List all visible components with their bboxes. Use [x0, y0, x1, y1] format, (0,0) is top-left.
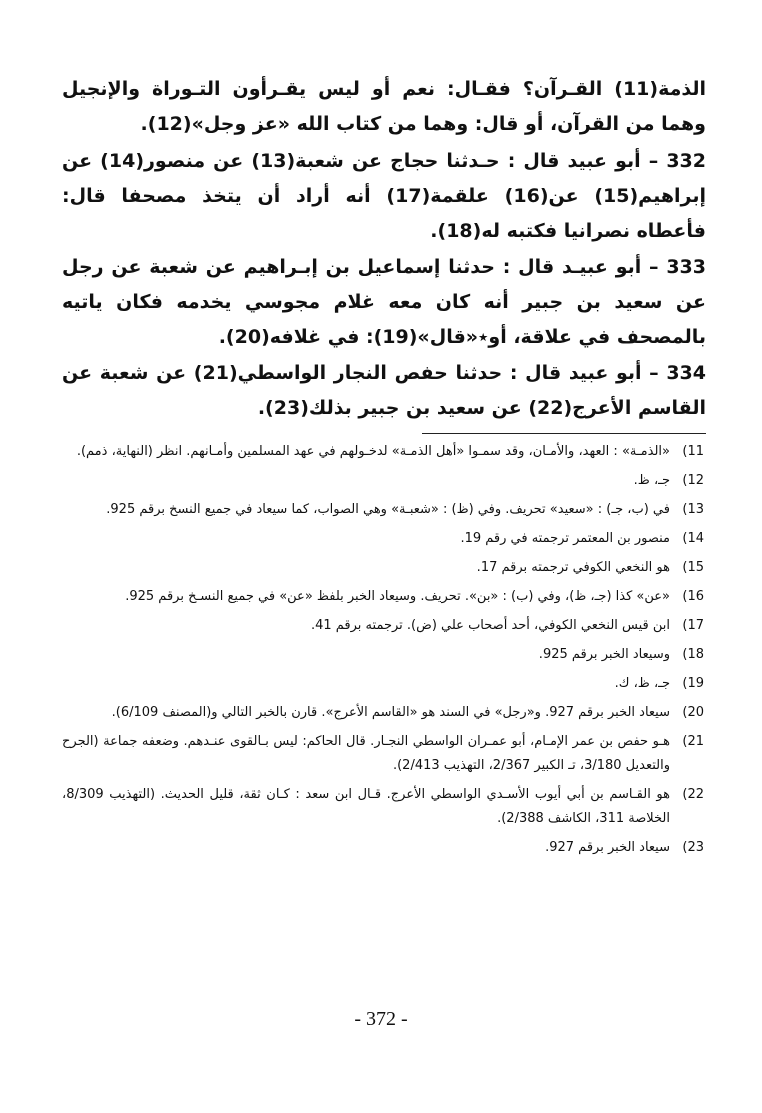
- paragraph-334: 334 – أبو عبيد قال : حدثنا حفص النجار الواسطي(21) عن شعبة عن القاسم الأعرج(22) عن سعيد بن جبير بذلك(23).: [62, 362, 706, 419]
- footnote-text: ابن قيس النخعي الكوفي، أحد أصحاب علي (ض). ترجمته برقم 41.: [310, 618, 670, 633]
- footnote-number: 21): [682, 734, 704, 749]
- footnote-number: 19): [682, 676, 704, 691]
- footnote-text: في (ب، جـ) : «سعيد» تحريف. وفي (ظ) : «شعبـة» وهي الصواب، كما سيعاد في جميع النسخ برقم 925.: [106, 502, 670, 517]
- paragraph-333: 333 – أبو عبيـد قال : حدثنا إسماعيل بن إبـراهيم عن شعبة عن رجل عن سعيد بن جبير أنه كان معه غلام مجوسي يخدمه فكان ياتيه بالمصحف في علاقة، أو٭«قال»(19): في غلافه(20).: [62, 256, 706, 348]
- footnote-20: [62, 701, 706, 725]
- footnote-text: جـ، ظ.: [633, 473, 670, 488]
- footnote-number: 14): [682, 531, 704, 546]
- footnote-21: [62, 730, 706, 778]
- paragraph-continuation: الذمة(11) القـرآن؟ فقـال: نعم أو ليس يقـرأون التـوراة والإنجيل وهما من القرآن، أو قال: وهما من كتاب الله «عز وجل»(12).: [62, 78, 706, 135]
- footnote-23: [62, 836, 706, 860]
- paragraph-332: 332 – أبو عبيد قال : حـدثنا حجاج عن شعبة(13) عن منصور(14) عن إبراهيم(15) عن(16) علقمة(17) أنه أراد أن يتخذ مصحفا قال: فأعطاه نصرانيا فكتبه له(18).: [62, 150, 706, 242]
- footnote-text: «عن» كذا (جـ، ظ)، وفي (ب) : «بن». تحريف. وسيعاد الخبر بلفظ «عن» في جميع النسـخ برقم 925.: [125, 589, 670, 604]
- footnote-14: [62, 527, 706, 551]
- footnote-number: 15): [682, 560, 704, 575]
- footnote-19: [62, 672, 706, 696]
- footnote-separator: [422, 433, 706, 434]
- footnote-number: 12): [682, 473, 704, 488]
- main-text: [62, 356, 706, 426]
- footnote-text: سيعاد الخبر برقم 927.: [545, 840, 670, 855]
- footnote-number: 17): [682, 618, 704, 633]
- footnote-text: «الذمـة» : العهد، والأمـان، وقد سمـوا «أهل الذمـة» لدخـولهم في عهد المسلمين وأمـانهم. انظر (النهاية، ذمم).: [76, 444, 670, 459]
- page-number: - 372 -: [354, 1008, 408, 1030]
- footnote-13: [62, 498, 706, 522]
- main-text: [62, 250, 706, 355]
- footnote-16: [62, 585, 706, 609]
- footnote-text: هو القـاسم بن أبي أيوب الأسـدي الواسطي الأعرج. قـال ابن سعد : كـان ثقة، قليل الحديث. (التهذيب 8/309، الخلاصة 311، الكاشف 2/388).: [62, 787, 670, 826]
- footnote-text: منصور بن المعتمر ترجمته في رقم 19.: [460, 531, 670, 546]
- main-text: [62, 72, 706, 142]
- footnote-text: سيعاد الخبر برقم 927. و«رجل» في السند هو «القاسم الأعرج». قارن بالخبر التالي و(المصنف 6/109).: [111, 705, 670, 720]
- footnote-text: هو النخعي الكوفي ترجمته برقم 17.: [476, 560, 670, 575]
- footnote-text: وسيعاد الخبر برقم 925.: [538, 647, 670, 662]
- footnote-15: [62, 556, 706, 580]
- footnote-11: [62, 440, 706, 464]
- footnote-12: [62, 469, 706, 493]
- footnote-number: 13): [682, 502, 704, 517]
- footnote-number: 20): [682, 705, 704, 720]
- footnote-number: 22): [682, 787, 704, 802]
- footnote-number: 23): [682, 840, 704, 855]
- footnote-number: 18): [682, 647, 704, 662]
- footnote-17: [62, 614, 706, 638]
- footnotes: [62, 440, 706, 865]
- footnote-18: [62, 643, 706, 667]
- footnote-text: هـو حفص بن عمر الإمـام، أبو عمـران الواسطي النجـار. قال الحاكم: ليس بـالقوى عنـدهم. وضعفه جماعة (الجرح والتعديل 3/180، تـ الكبير 2/367، التهذيب 2/413).: [62, 734, 670, 773]
- footnote-text: جـ، ظ، ك.: [614, 676, 670, 691]
- main-text: [62, 144, 706, 249]
- footnote-number: 11): [682, 444, 704, 459]
- footnote-number: 16): [682, 589, 704, 604]
- footnote-22: [62, 783, 706, 831]
